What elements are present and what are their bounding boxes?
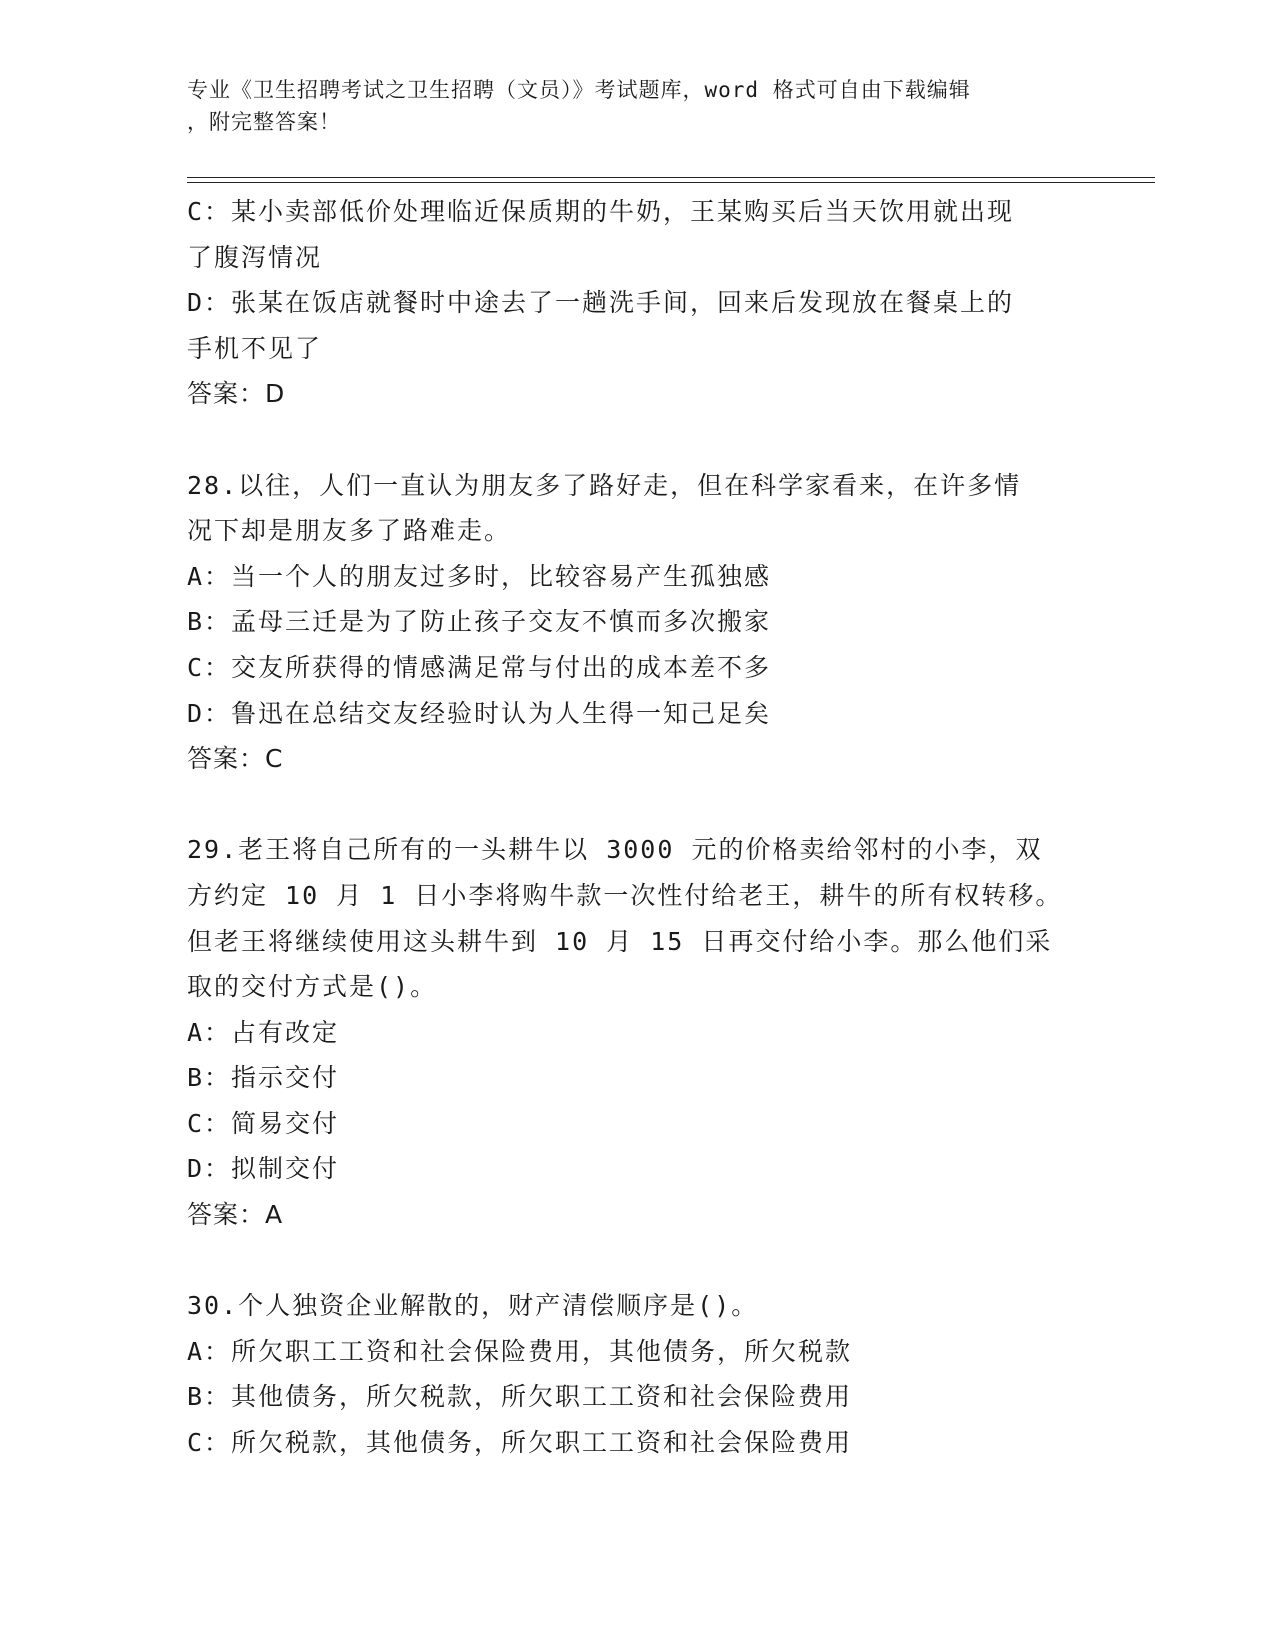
option-c-line-1: C：某小卖部低价处理临近保质期的牛奶，王某购买后当天饮用就出现 xyxy=(187,197,1015,226)
spacer xyxy=(187,1238,1087,1284)
question-stem-line-4: 取的交付方式是()。 xyxy=(187,972,438,1002)
answer: 答案：C xyxy=(187,744,284,774)
question-stem-line-2: 方约定 10 月 1 日小李将购牛款一次性付给老王，耕牛的所有权转移。 xyxy=(187,880,1063,910)
header-divider-bottom xyxy=(187,182,1155,183)
header-line-1: 专业《卫生招聘考试之卫生招聘（文员）》考试题库，word 格式可自由下载编辑 xyxy=(187,78,971,102)
question-28 xyxy=(187,463,1087,782)
header-line-2: ，附完整答案！ xyxy=(187,110,341,134)
question-29 xyxy=(187,827,1087,1237)
option-d-line-2: 手机不见了 xyxy=(187,333,323,363)
header-divider-top xyxy=(187,177,1155,178)
option-c: C：交友所获得的情感满足常与付出的成本差不多 xyxy=(187,652,772,682)
spacer xyxy=(187,782,1087,828)
question-stem-line-1: 29.老王将自己所有的一头耕牛以 3000 元的价格卖给邻村的小李，双 xyxy=(187,835,1043,865)
question-27 xyxy=(187,189,1087,417)
option-b: B：孟母三迁是为了防止孩子交友不慎而多次搬家 xyxy=(187,607,772,637)
question-body xyxy=(187,189,1087,1466)
option-b: B：指示交付 xyxy=(187,1063,340,1093)
option-a: A：所欠职工工资和社会保险费用，其他债务，所欠税款 xyxy=(187,1336,853,1366)
spacer xyxy=(187,417,1087,463)
option-b: B：其他债务，所欠税款，所欠职工工资和社会保险费用 xyxy=(187,1382,853,1412)
option-c-line-2: 了腹泻情况 xyxy=(187,242,323,272)
option-d: D：拟制交付 xyxy=(187,1154,340,1184)
question-stem-line-1: 28.以往，人们一直认为朋友多了路好走，但在科学家看来，在许多情 xyxy=(187,470,1022,500)
question-stem-line-3: 但老王将继续使用这头耕牛到 10 月 15 日再交付给小李。那么他们采 xyxy=(187,926,1053,956)
answer: 答案：D xyxy=(187,379,286,409)
option-a: A：占有改定 xyxy=(187,1017,340,1047)
question-stem-line-2: 况下却是朋友多了路难走。 xyxy=(187,516,512,546)
question-stem-line-1: 30.个人独资企业解散的，财产清偿顺序是()。 xyxy=(187,1291,759,1321)
option-a: A：当一个人的朋友过多时，比较容易产生孤独感 xyxy=(187,561,772,591)
option-d: D：鲁迅在总结交友经验时认为人生得一知己足矣 xyxy=(187,698,772,728)
answer: 答案：A xyxy=(187,1200,284,1230)
question-30 xyxy=(187,1283,1087,1465)
option-d-line-1: D：张某在饭店就餐时中途去了一趟洗手间，回来后发现放在餐桌上的 xyxy=(187,288,1015,318)
option-c: C：所欠税款，其他债务，所欠职工工资和社会保险费用 xyxy=(187,1428,853,1458)
document-header xyxy=(187,74,1067,138)
option-c: C：简易交付 xyxy=(187,1108,340,1138)
